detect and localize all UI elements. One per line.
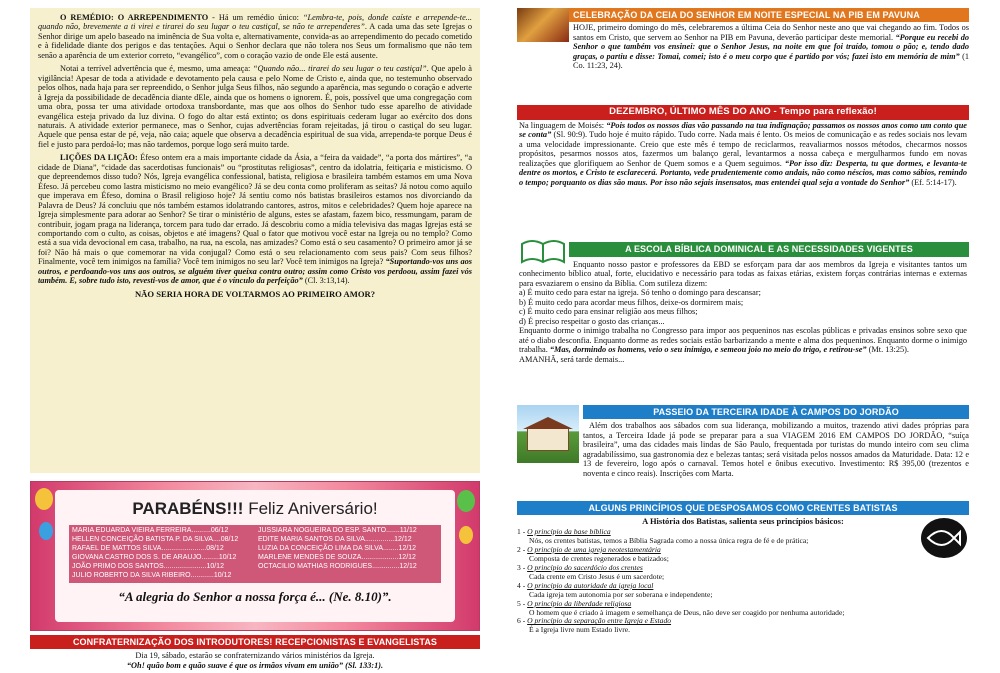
principios-subtitle: A História dos Batistas, salienta seus princípios básicos: bbox=[642, 516, 844, 527]
right-column bbox=[517, 8, 969, 668]
birthday-title bbox=[55, 499, 455, 518]
list-item: RAFAEL DE MATTOS SILVA.......................08/12 bbox=[72, 545, 224, 553]
item-desc: O homem que é criado à imagem e semelhança de Deus, não deve ser coagido por nenhuma autoridade; bbox=[529, 607, 845, 617]
item-number: 3 - bbox=[517, 562, 528, 572]
list-item: JUSSIARA NOGUEIRA DO ESP. SANTO.......11/12 bbox=[258, 527, 417, 535]
dezembro-text-2: (Sl. 90:9). Tudo hoje é muito rápido. Tudo corre. Nada mais é lento. Os meios de comunicação e as redes sociais nos levam a uma velocidade impressionante. Creio que este mês é tempo de reciclarmos, reavaliarmos nossos métodos, checarmos nossos propósitos, pesarmos nossos atos, fazermos um balanço geral, levantarmos a nossa cabeça e mergulharmos fundo em novas realizações que glorifiquem ao Senhor de Quem somos e a Quem seguimos. bbox=[519, 130, 967, 168]
remedio-quote: “Lembra-te, pois, donde caíste e arrepende-te... quando não, brevemente a ti virei e tirarei do seu lugar o teu castiçal, se não te arrependeres” bbox=[38, 13, 472, 32]
ebd-body bbox=[517, 260, 969, 364]
item-title: O princípio da liberdade religiosa bbox=[527, 598, 632, 608]
item-desc: Cada igreja tem autonomia por ser soberana e independente; bbox=[529, 589, 713, 599]
balloon-icon bbox=[35, 488, 53, 510]
dezembro-quote-2: “Por isso diz: Desperta, tu que dormes, e levanta-te dentre os mortos, e Cristo te esclarecerá. Portanto, vede prudentemente como andais, não como néscios, mas como sábios, remindo o tempo; porquanto os dias são maus. Por isso não sejais insensatos, mas entendei qual seja a vontade do Senhor” bbox=[519, 158, 967, 187]
ebd-closing: AMANHÃ, será tarde demais... bbox=[519, 354, 625, 364]
remedio-text: - Há um remédio único: bbox=[208, 13, 303, 22]
item-number: 6 - bbox=[517, 616, 528, 626]
list-item: JOÃO PRIMO DOS SANTOS......................10/12 bbox=[72, 562, 224, 570]
communion-image bbox=[517, 8, 569, 42]
licoes-text: Éfeso ontem era a mais importante cidade da Ásia, a “feira da vaidade”, “a porta dos mártires”, “a cidade de Diana”, “cidade das sacerdotisas funcionais” ou “prostitutas religiosas”, centro da idolatria, feitiçaria e misticismo. O que depreendemos disso tudo? Nós, Igreja evangélica confessional, batista, religiosa e brasileira também estamos em uma Nova Éfeso. Já percebeu como lastra misticismo no meio evangélico? Já se deu conta como proliferam as seitas? Já notou como aquilo que imperava em Éfeso, domina o Brasil religioso hoje? Já sentiu como nós batistas brasileiros estamos nos divorciando da Palavra de Deus? Já concluiu que nós também estamos idolatrando cantores, astros, mitos e celebridades? Quem hoje aparece na Igreja simplesmente para adorar ao Senhor? Se tirar o ministério de alguns, estes se afastam, fazem bico, ressmungam, param de contribuir, jogam praga na liderança, torcem para tudo dar errado. Já descobriu como a mídia televisiva das magas Igrejas está se comportando com o culto, as coisas, objetos e até imagens? Qual o fator que motivou você estar na Igreja ou no templo? Como está a sua vida devocional em casa, trabalho, na rua, na escola, nas amizades? Como está o seu casamento? O primeiro amor já se foi? Não há mais o que comemorar na vida conjugal? Como está o seu relacionamento com seus pais? Com seus filhos? Finalmente, você tem inimigos na família? Você tem inimigos no seu lar? Você tem inimigos na Igreja? bbox=[38, 153, 472, 267]
list-item: MARIA EDUARDA VIEIRA FERREIRA..........06/12 bbox=[72, 527, 229, 535]
item-desc: Cada crente em Cristo Jesus é um sacerdote; bbox=[529, 571, 665, 581]
balloon-icon bbox=[459, 526, 473, 544]
remedio-text-4: . Que apelo à vigilância! Apesar de toda a atividade e devotamento pela causa e pelo Nome de Cristo e, ainda que, no testemunho observado pelos olhos, nada haja para ser repreendido, o Senhor julga Seus filhos, não segundo a aparência, mas segundo o coração e adverte à Igreja da possibilidade de decadência diante dEle, ainda que os homens o ignorem. É, pois, possível que uma congregação com uma obra, possa ter uma atividade ortodoxa transbordante, mas que aos olhos do Senhor tudo esse aparelho de atividade evangélica esteja privado da luz divina. O fogo do altar está extinto; os dons espirituais cederam lugar ao exército dos dons naturais. A atividade exterior permanece, mas o Senhor, cujas advertências foram rejeitadas, já tirou o castiçal do seu lugar. Aquele que pensa estar de pé, veja, não caia; aquele que observa a decadência espiritual de sua vida, arrependa-te porque Deus é fiel e justo para perdoá-lo; mas não tardemos, porque logo será muito tarde. bbox=[38, 64, 472, 149]
confra-header: CONFRATERNIZAÇÃO DOS INTRODUTORES! RECEPCIONISTAS E EVANGELISTAS bbox=[30, 635, 480, 649]
item-title: O princípio de uma igreja neotestamentária bbox=[527, 544, 661, 554]
ceia-header: CELEBRAÇÃO DA CEIA DO SENHOR EM NOITE ESPECIAL NA PIB EM PAVUNA bbox=[569, 8, 969, 22]
list-item: LUZIA DA CONCEIÇÃO LIMA DA SILVA........12/12 bbox=[258, 545, 417, 553]
remedio-paragraph-2 bbox=[38, 64, 472, 149]
item-desc: Composta de crentes regenerados e batizados; bbox=[529, 553, 669, 563]
dezembro-header: DEZEMBRO, ÚLTIMO MÊS DO ANO - Tempo para reflexão! bbox=[517, 105, 969, 120]
list-item: GIOVANA CASTRO DOS S. DE ARAUJO.........10/12 bbox=[72, 554, 237, 561]
item-number: 4 - bbox=[517, 580, 528, 590]
ebd-header: A ESCOLA BÍBLICA DOMINICAL E AS NECESSIDADES VIGENTES bbox=[569, 242, 969, 257]
item-title: O princípio do sacerdócio dos crentes bbox=[527, 562, 643, 572]
licoes-title: LIÇÕES DA LIÇÃO: bbox=[60, 153, 138, 163]
remedio-title: O REMÉDIO: O ARREPENDIMENTO bbox=[60, 13, 209, 22]
dezembro-section bbox=[517, 105, 969, 188]
ebd-section bbox=[517, 236, 969, 364]
list-item bbox=[517, 582, 969, 600]
confra-text: Dia 19, sábado, estarão se confraternizando vários ministérios da Igreja. bbox=[135, 651, 375, 661]
principios-header: ALGUNS PRINCÍPIOS QUE DESPOSAMOS COMO CRENTES BATISTAS bbox=[517, 501, 969, 515]
dezembro-text-1: Na linguagem de Moisés: bbox=[519, 120, 607, 130]
list-item: JULIO ROBERTO DA SILVA RIBEIRO............10/12 bbox=[72, 571, 232, 579]
principios-body bbox=[517, 515, 969, 635]
item-title: O princípio da separação entre Igreja e Estado bbox=[527, 616, 672, 626]
birthday-names bbox=[55, 518, 455, 582]
item-desc: É a Igreja livre num Estado livre. bbox=[529, 625, 631, 635]
fish-icon bbox=[921, 518, 967, 558]
ebd-text: Enquanto dorme o inimigo trabalha no Congresso para impor aos pequeninos nas escolas públicas e privadas ensinos sobre sexo que até o diabo desconfia. Enquanto dorme as redes sociais estão barbarizando a mente e alma dos pequeninos. Enquanto dorme o inimigo trabalha. bbox=[519, 326, 967, 355]
list-item: a) É muito cedo para estar na igreja. Só tenho o domingo para descansar; bbox=[519, 288, 761, 298]
list-item bbox=[517, 617, 969, 635]
ebd-ref: (Mt. 13:25). bbox=[866, 345, 909, 355]
birthday-list-2 bbox=[255, 525, 441, 582]
birthday-banner bbox=[30, 481, 480, 631]
confra-verse: “Oh! quão bom e quão suave é que os irmãos vivam em união” (Sl. 133:1). bbox=[126, 660, 384, 670]
ceia-quote: “Porque eu recebi do Senhor o que também vos ensinei: que o Senhor Jesus, na noite em que foi traído, tomou o pão; e, tendo dado graças, o partiu e disse: Tomai, comei; isto é o meu corpo que é partido por vós; fazei isto em memória de mim” bbox=[573, 32, 969, 61]
list-item: EDITE MARIA SANTOS DA SILVA...............12/12 bbox=[258, 536, 412, 544]
list-item: d) É preciso respeitar o gosto das crianças... bbox=[519, 316, 665, 326]
item-desc: Nós, os crentes batistas, temos a Bíblia Sagrada como a nossa única regra de fé e de prática; bbox=[529, 535, 809, 545]
passeio-text: Além dos trabalhos aos sábados com sua liderança, mobilizando a muitos, trazendo ativi dades próprias para tantos, a Terceira Idade já pode se preparar para a sua VIAGEM 2016 EM CAMPOS DO JORDÃO, “suíça brasileira”, uma das cidades mais lindas de São Paulo, frequentada por turistas do mundo inteiro com seu clima agradabilíssimo, sua gastronomia dez e belezas tantas; será visitada pelos nossos amados da Maturidade. Data: 12 e 13 de fevereiro, logo após o carnaval. Temos hotel e ônibus executivo. Investimento: R$ 395,00 (trezentos e noventa e cinco reais). Inscrições com Marta. bbox=[583, 421, 969, 478]
ceia-paragraph: HOJE, primeiro domingo do mês, celebraremos a última Ceia do Senhor neste ano que vai chegando ao fim. Todos os santos em Cristo, que servem ao Senhor na PIB em Pavuna, deverão participar deste memorial. bbox=[573, 23, 969, 42]
passeio-header: PASSEIO DA TERCEIRA IDADE À CAMPOS DO JORDÃO bbox=[583, 405, 969, 419]
remedio-paragraph-1 bbox=[38, 13, 472, 60]
remedio-quote-2: “Quando não... tirarei do seu lugar o teu castiçal” bbox=[252, 64, 427, 74]
list-item bbox=[517, 600, 969, 618]
balloon-icon bbox=[457, 490, 475, 512]
list-item bbox=[517, 564, 969, 582]
item-number: 5 - bbox=[517, 598, 528, 608]
birthday-list-1 bbox=[69, 525, 255, 582]
list-item bbox=[517, 546, 969, 564]
list-item: b) É muito cedo para acordar meus filhos, deixe-os dormirem mais; bbox=[519, 297, 744, 307]
ebd-quote: “Mas, dormindo os homens, veio o seu inimigo, e semeou joio no meio do trigo, e retirou-se” bbox=[549, 345, 867, 355]
list-item: HELLEN CONCEIÇÃO BATISTA P. DA SILVA....08/12 bbox=[72, 536, 239, 544]
licoes-quote: “Suportando-vos uns aos outros, e perdoando-vos uns aos outros, se alguém tiver queixa contra outro; assim como Cristo vos perdoou, assim fazei vós também. E, sobre tudo isto, revesti-vos de amor, que é o vínculo da perfeição” bbox=[38, 257, 472, 286]
remedio-text-3: Notai a terrível advertência que é, mesmo, uma ameaça: bbox=[60, 64, 253, 74]
remedio-text-2: . A cada uma das sete Igrejas o Senhor dirige um apelo baseado na iminência de Sua volta e, alternativamente, convida-as ao arrependimento do pecado cometido e à fidelidade diante dos perigos e das tentações. Aqui o Senhor declara que não tolera nos Seus um formalismo que não tem senão a aparência de um exterior correto, “evangélico”, com o coração vazio de onde Ele está ausente. bbox=[38, 22, 472, 60]
dezembro-quote-1: “Pois todos os nossos dias vão passando na tua indignação; passamos os nossos anos como um conto que se conta” bbox=[519, 120, 967, 140]
campos-do-jordao-image bbox=[517, 405, 579, 463]
ceia-section bbox=[517, 8, 969, 71]
confra-body bbox=[30, 649, 480, 670]
principios-section bbox=[517, 501, 969, 635]
birthday-verse: “A alegria do Senhor a nossa força é... (Ne. 8.10)”. bbox=[118, 588, 392, 604]
article-remedio bbox=[30, 8, 480, 473]
birthday-card bbox=[55, 490, 455, 622]
birthday-title-rest: Feliz Aniversário! bbox=[243, 499, 378, 518]
passeio-section bbox=[517, 405, 969, 478]
licoes-paragraph bbox=[38, 153, 472, 285]
bible-icon bbox=[517, 236, 569, 266]
closing-question: NÃO SERIA HORA DE VOLTARMOS AO PRIMEIRO AMOR? bbox=[134, 288, 376, 299]
item-number: 1 - bbox=[517, 526, 528, 536]
list-item: MARLENE MENDES DE SOUZA...................12/12 bbox=[258, 554, 416, 561]
left-column bbox=[30, 8, 480, 670]
item-number: 2 - bbox=[517, 544, 528, 554]
balloon-icon bbox=[39, 522, 53, 540]
licoes-ref: (Cl. 3:13,14). bbox=[302, 276, 350, 286]
ebd-intro: Enquanto nosso pastor e professores da EBD se esforçam para dar aos membros da Igreja e visitantes tantos um conhecimento bíblico atual, forte, elucidativo e necessário para todas as faixas etárias, existem forças contrárias internas e externas para esvaziarem o ensino da Bíblia. Com sutileza dizem: bbox=[519, 260, 967, 288]
ebd-paragraph bbox=[519, 326, 967, 354]
ceia-text bbox=[569, 22, 969, 70]
principios-list bbox=[517, 528, 969, 635]
ceia-ref: (1 Co. 11:23, 24). bbox=[573, 51, 969, 71]
dezembro-text-3: (Ef. 5:14-17). bbox=[909, 177, 957, 187]
list-item: c) É muito cedo para ensinar religião aos meus filhos; bbox=[519, 307, 698, 317]
ebd-list bbox=[519, 288, 967, 326]
list-item: OCTACILIO MATHIAS RODRIGUES..............12/12 bbox=[258, 562, 417, 570]
item-title: O princípio da base bíblica bbox=[527, 526, 611, 536]
list-item bbox=[517, 528, 969, 546]
birthday-title-bold: PARABÉNS!!! bbox=[132, 499, 244, 518]
dezembro-text bbox=[517, 120, 969, 188]
item-title: O princípio da autoridade da igreja local bbox=[527, 580, 654, 590]
